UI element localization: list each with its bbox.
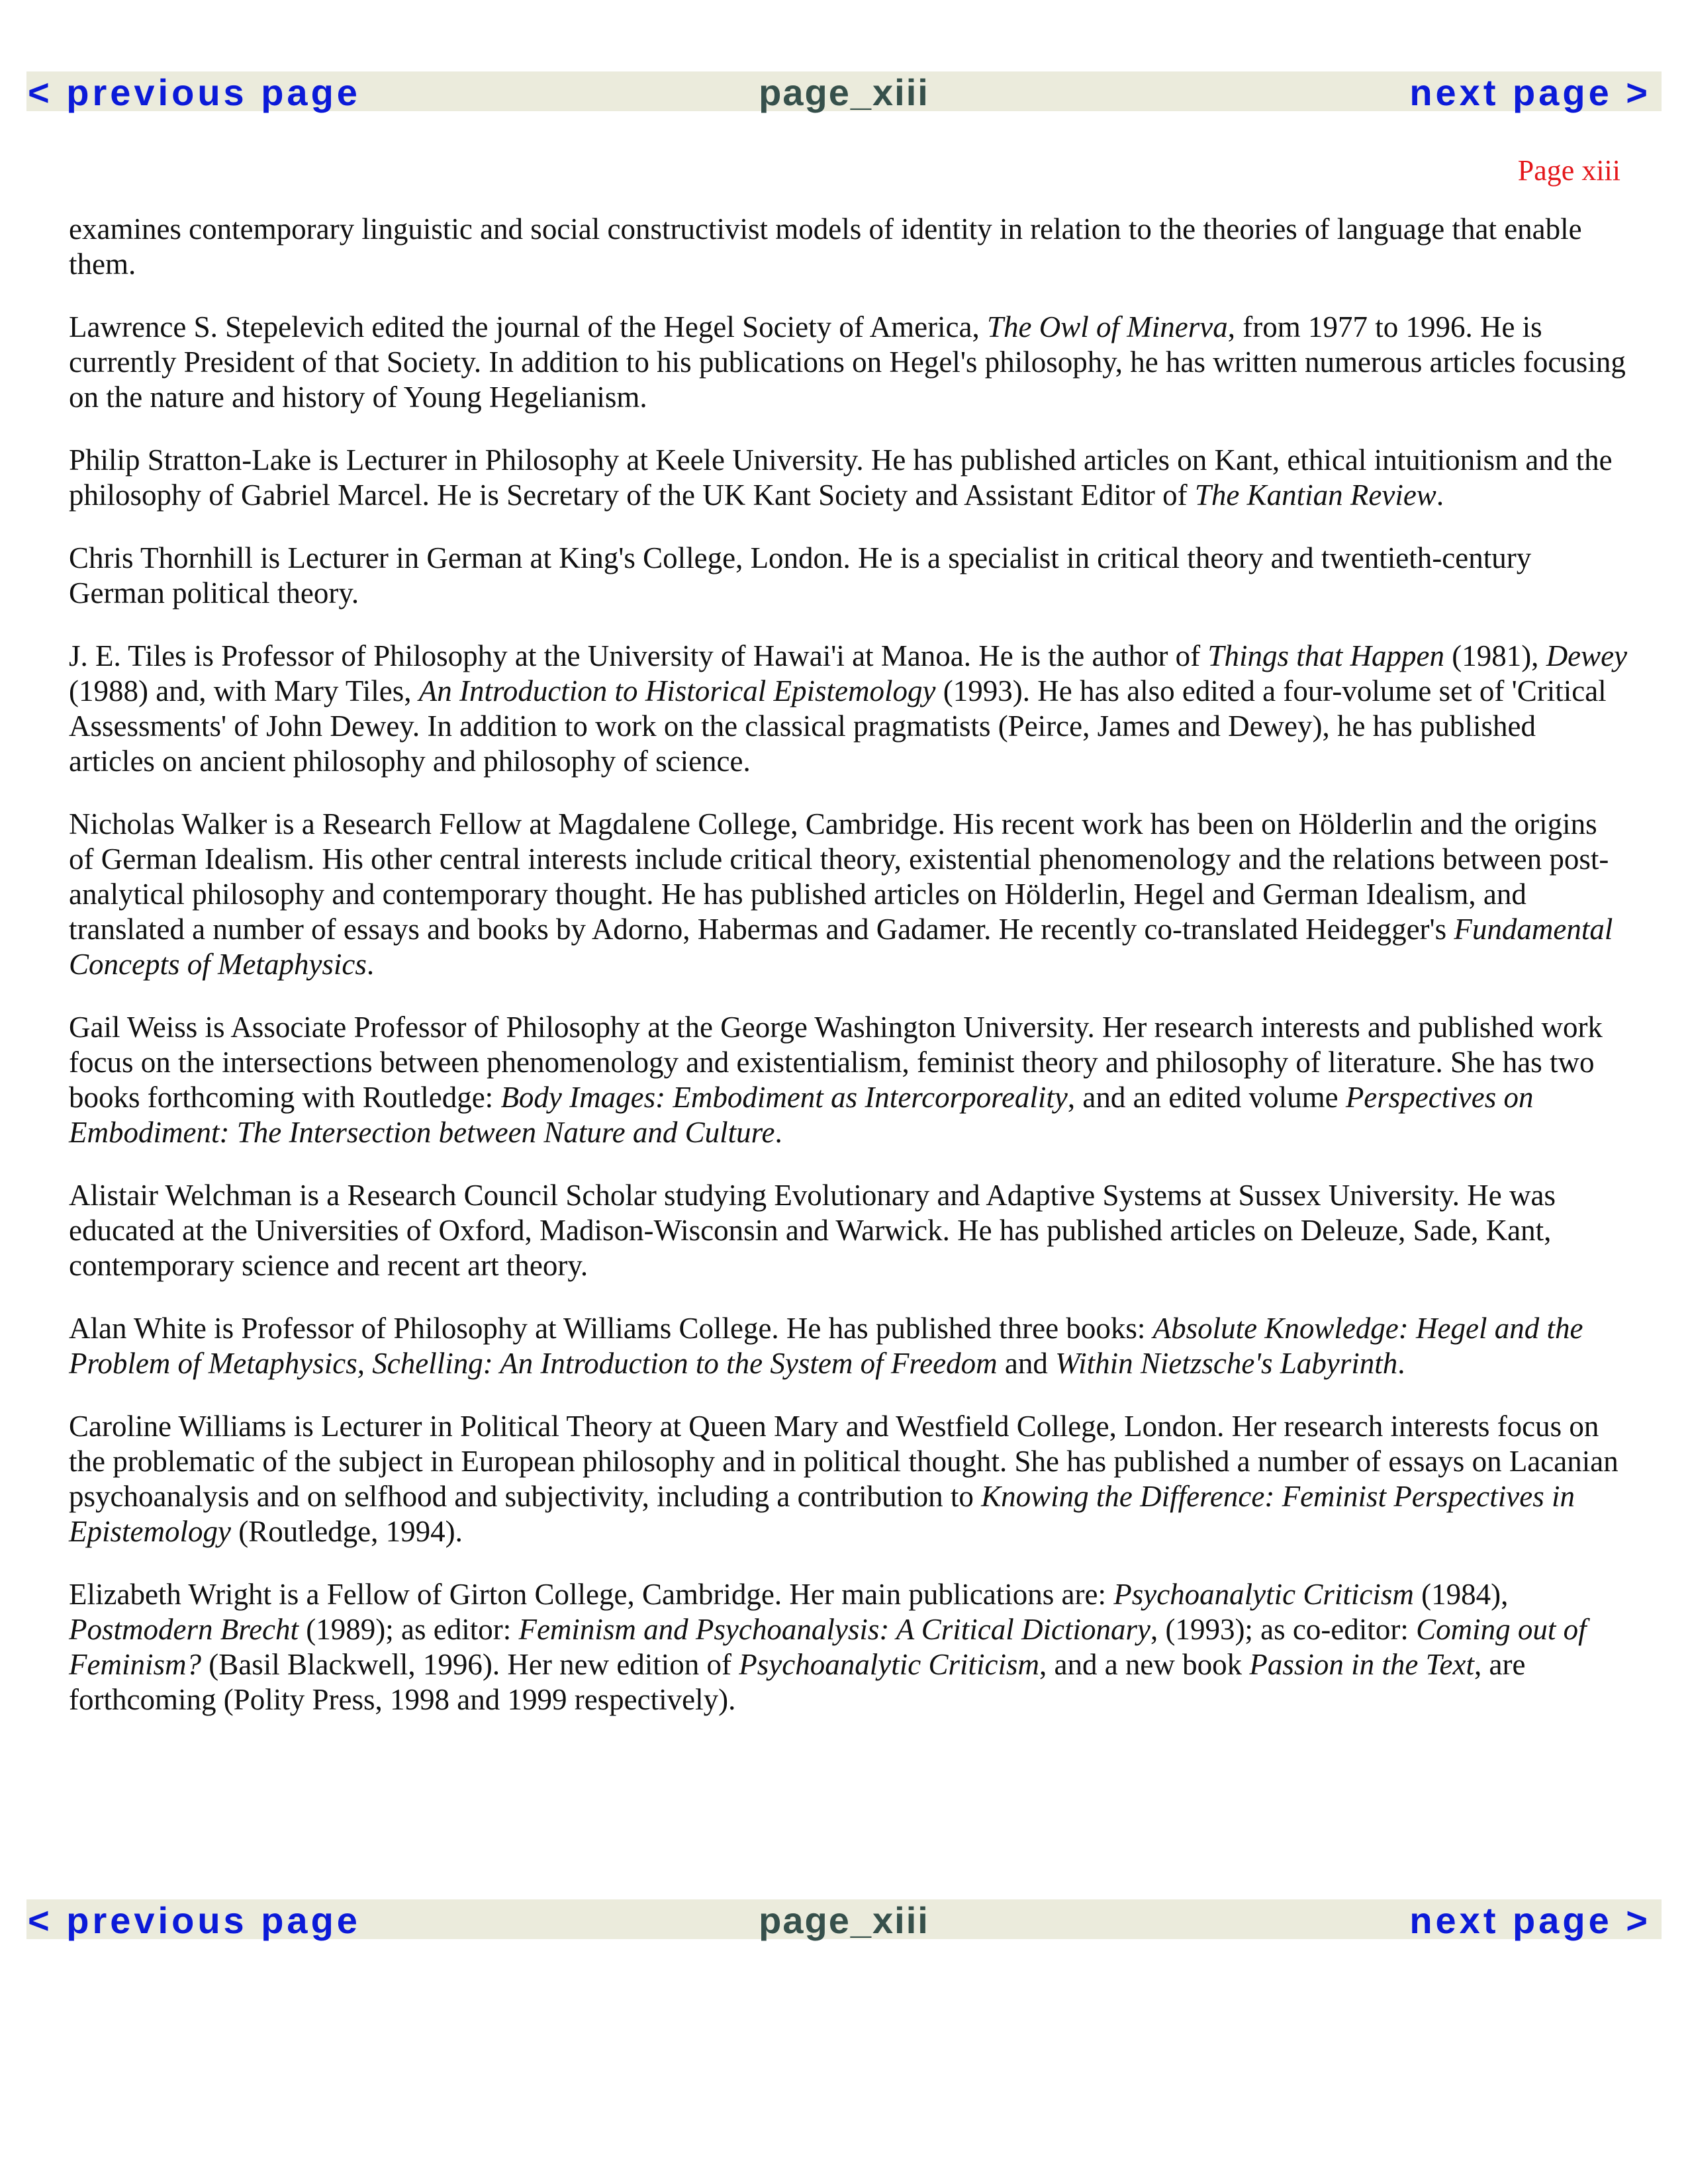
previous-page-link[interactable]: < previous page [28, 71, 361, 113]
work-title: Fundamental Concepts of Metaphysics [69, 913, 1613, 981]
top-navigation-bar [26, 71, 1662, 111]
contributors-text [69, 212, 1628, 1745]
work-title: Psychoanalytic Criticism [739, 1648, 1039, 1681]
work-title: The Kantian Review [1194, 478, 1436, 512]
page-id-label: page_xiii [759, 1899, 929, 1941]
contributor-paragraph [69, 1409, 1628, 1549]
work-title: Feminism and Psychoanalysis: A Critical Dictionary [518, 1613, 1150, 1646]
paragraph-text: Elizabeth Wright is a Fellow of Girton College, Cambridge. Her main publications are: [69, 1578, 1114, 1611]
paragraph-text: (Basil Blackwell, 1996). Her new edition of [201, 1648, 739, 1681]
paragraph-text: Caroline Williams is Lecturer in Political Theory at Queen Mary and Westfield College, London. Her research interests focus on the problematic of the subject in European philosophy and in political thought. She has published a number of essays on Lacanian psychoanalysis and on selfhood and subjectivity, including a contribution to [69, 1410, 1618, 1513]
paragraph-text: . [1397, 1347, 1405, 1380]
contributor-paragraph [69, 212, 1628, 282]
paragraph-text: Chris Thornhill is Lecturer in German at King's College, London. He is a specialist in critical theory and twentieth-century German political theory. [69, 541, 1532, 610]
work-title: Things that Happen [1207, 639, 1444, 672]
contributor-paragraph [69, 1311, 1628, 1381]
paragraph-text: , from 1977 to 1996. He is currently President of that Society. In addition to his publications on Hegel's philosophy, he has written numerous articles focusing on the nature and history of Young Hegelianism. [69, 310, 1626, 414]
paragraph-text: (Routledge, 1994). [230, 1515, 463, 1548]
paragraph-text: . [366, 948, 375, 981]
paragraph-text: (1984), [1413, 1578, 1509, 1611]
paragraph-text: . [1436, 478, 1444, 512]
work-title: Knowing the Difference: Feminist Perspectives in Epistemology [69, 1480, 1575, 1548]
paragraph-text: and [997, 1347, 1056, 1380]
next-page-link[interactable]: next page > [1409, 1899, 1651, 1941]
paragraph-text: Alistair Welchman is a Research Council Scholar studying Evolutionary and Adaptive Systems at Sussex University. He was educated at the Universities of Oxford, Madison-Wisconsin and Warwick. He has published articles on Deleuze, Sade, Kant, contemporary science and recent art theory. [69, 1179, 1556, 1282]
contributor-paragraph [69, 1577, 1628, 1717]
paragraph-text: (1993). He has also edited a four-volume set of 'Critical Assessments' of John Dewey. In addition to work on the classical pragmatists (Peirce, James and Dewey), he has published articles on ancient philosophy and philosophy of science. [69, 674, 1607, 778]
paragraph-text: Gail Weiss is Associate Professor of Philosophy at the George Washington University. Her research interests and published work focus on the intersections between phenomenology and existentialism, feminist theory and philosophy of literature. She has two books forthcoming with Routledge: [69, 1011, 1603, 1114]
paragraph-text: (1988) and, with Mary Tiles, [69, 674, 419, 707]
work-title: An Introduction to Historical Epistemology [418, 674, 936, 707]
next-page-link[interactable]: next page > [1409, 71, 1651, 113]
work-title: Passion in the Text [1249, 1648, 1474, 1681]
work-title: Coming out of Feminism? [69, 1613, 1587, 1681]
paragraph-text: . [774, 1116, 782, 1149]
work-title: Body Images: Embodiment as Intercorporeality [500, 1081, 1068, 1114]
paragraph-text: (1989); as editor: [299, 1613, 519, 1646]
paragraph-text: Alan White is Professor of Philosophy at Williams College. He has published three books: [69, 1312, 1153, 1345]
paragraph-text: examines contemporary linguistic and social constructivist models of identity in relation to the theories of language that enable them. [69, 212, 1582, 281]
contributor-paragraph [69, 443, 1628, 513]
work-title: Psychoanalytic Criticism [1113, 1578, 1414, 1611]
paragraph-text: , and an edited volume [1067, 1081, 1346, 1114]
previous-page-link[interactable]: < previous page [28, 1899, 361, 1941]
contributor-paragraph [69, 541, 1628, 611]
contributor-paragraph [69, 807, 1628, 982]
page-number: Page xiii [1517, 154, 1620, 187]
paragraph-text: Nicholas Walker is a Research Fellow at Magdalene College, Cambridge. His recent work has been on Hölderlin and the origins of German Idealism. His other central interests include critical theory, existential phenomenology and the relations between post-analytical philosophy and contemporary thought. He has published articles on Hölderlin, Hegel and German Idealism, and translated a number of essays and books by Adorno, Habermas and Gadamer. He recently co-translated Heidegger's [69, 807, 1609, 946]
work-title: The Owl of Minerva [987, 310, 1228, 343]
contributor-paragraph [69, 1010, 1628, 1150]
bottom-navigation-bar [26, 1899, 1662, 1939]
work-title: Perspectives on Embodiment: The Intersection between Nature and Culture [69, 1081, 1534, 1149]
contributor-paragraph [69, 639, 1628, 779]
paragraph-text: J. E. Tiles is Professor of Philosophy at the University of Hawai'i at Manoa. He is the author of [69, 639, 1208, 672]
contributor-paragraph [69, 1178, 1628, 1283]
paragraph-text: Philip Stratton-Lake is Lecturer in Philosophy at Keele University. He has published articles on Kant, ethical intuitionism and the philosophy of Gabriel Marcel. He is Secretary of the UK Kant Society and Assistant Editor of [69, 443, 1613, 512]
paragraph-text: , (1993); as co-editor: [1150, 1613, 1417, 1646]
work-title: Dewey [1546, 639, 1628, 672]
work-title: Absolute Knowledge: Hegel and the Problem of Metaphysics, Schelling: An Introduction to the System of Freedom [69, 1312, 1583, 1380]
contributor-paragraph [69, 310, 1628, 415]
page-id-label: page_xiii [759, 71, 929, 113]
paragraph-text: , are forthcoming (Polity Press, 1998 and 1999 respectively). [69, 1648, 1526, 1716]
paragraph-text: , and a new book [1039, 1648, 1250, 1681]
work-title: Within Nietzsche's Labyrinth [1055, 1347, 1398, 1380]
paragraph-text: Lawrence S. Stepelevich edited the journal of the Hegel Society of America, [69, 310, 988, 343]
work-title: Postmodern Brecht [69, 1613, 299, 1646]
paragraph-text: (1981), [1444, 639, 1546, 672]
